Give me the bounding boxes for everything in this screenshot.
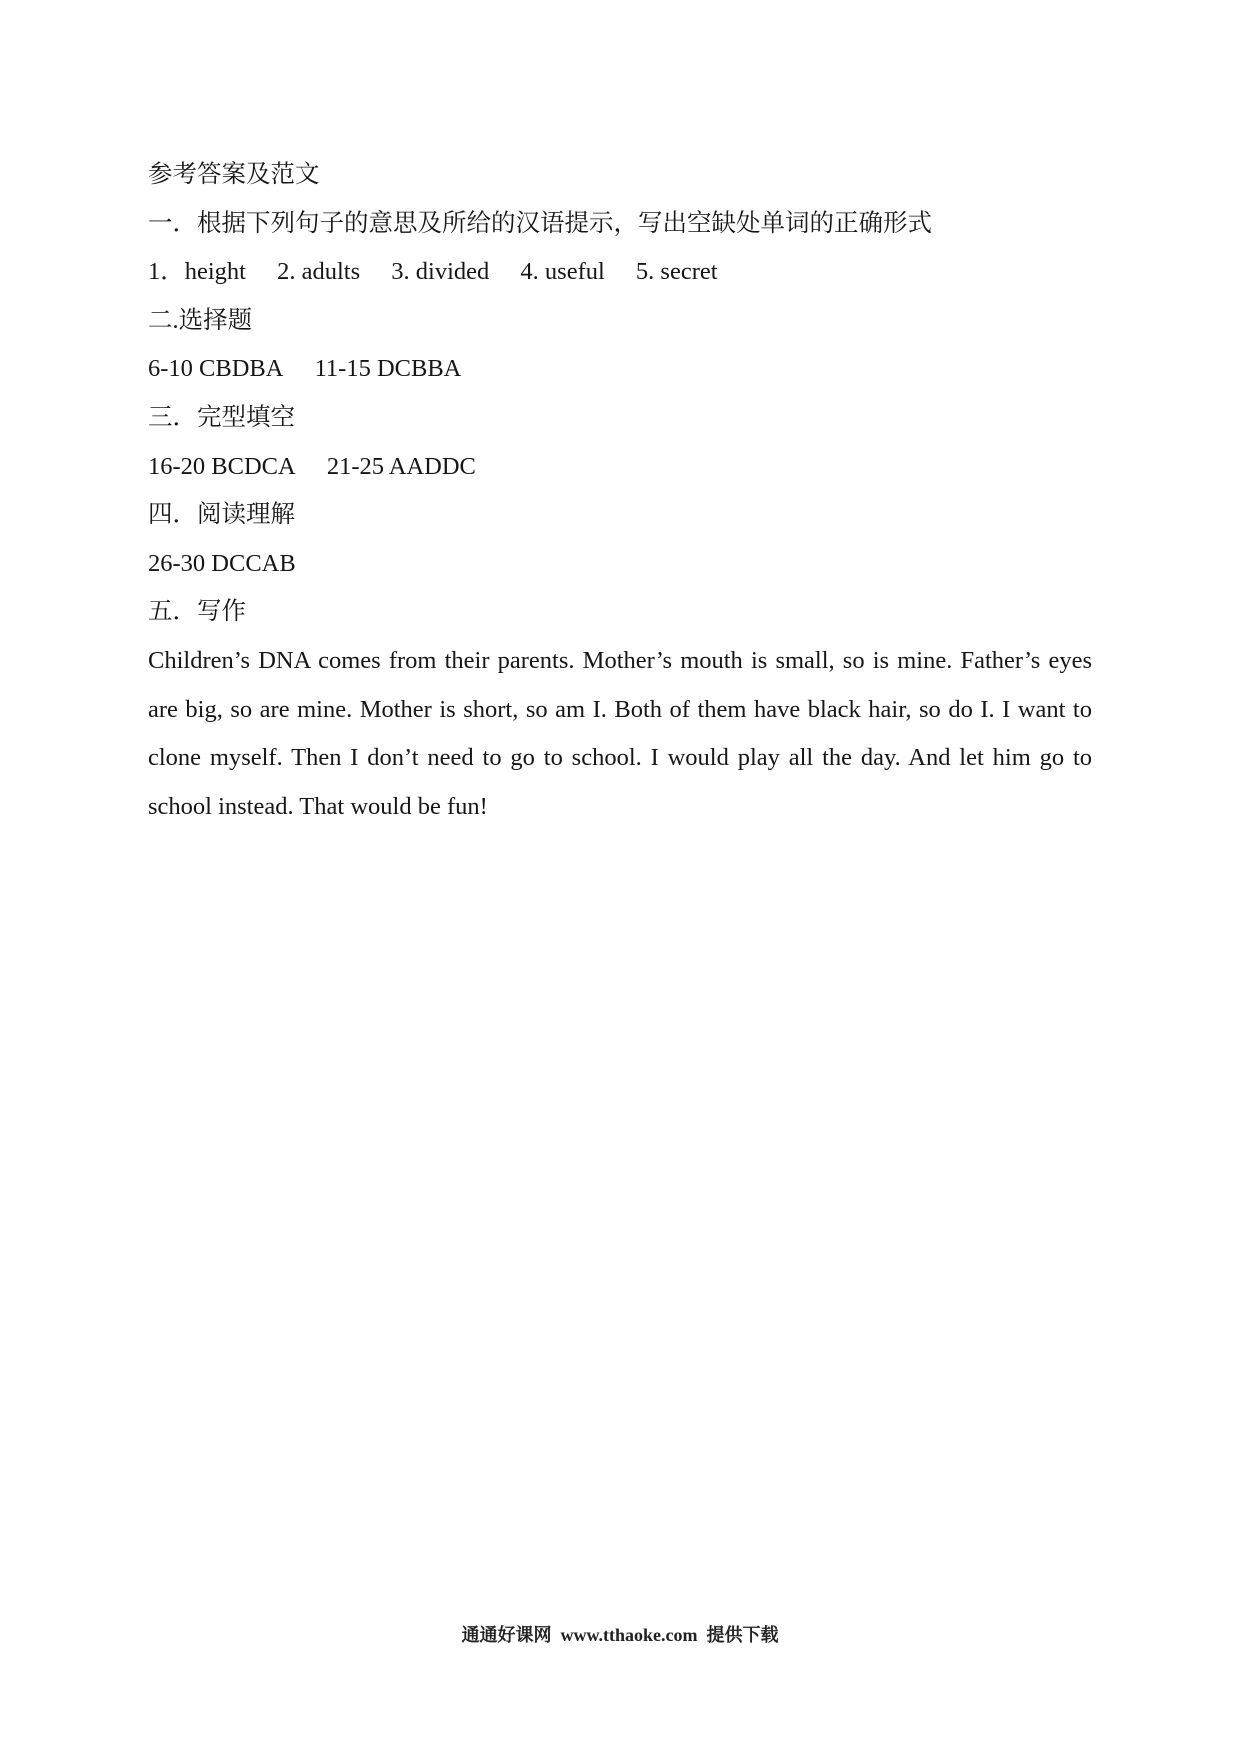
answer-item: 4. useful — [520, 258, 605, 286]
section-heading-vocabulary: 一．根据下列句子的意思及所给的汉语提示，写出空缺处单词的正确形式 — [148, 209, 932, 237]
answer-item: 21-25 AADDC — [326, 452, 476, 480]
section-heading-writing: 五．写作 — [148, 598, 246, 626]
sample-essay: Children’s DNA comes from their parents. Mother’s mouth is small, so is mine. Father’s eyes are big, so are mine. Mother is short, so am I. Both of them have black hair, so do I. I want to clone myself. Then I don’t need to go to school. I would play all the day. And let him go to school instead. That would be fun! — [148, 646, 1092, 820]
answer-key-content — [148, 151, 1092, 831]
answer-item: 3. divided — [391, 258, 490, 286]
section-heading-cloze: 三．完型填空 — [148, 403, 295, 431]
page-footer: 通通好课网 www.tthaoke.com 提供下载 — [461, 1625, 779, 1645]
answer-item: 6-10 CBDBA — [148, 355, 284, 383]
answers-vocabulary — [148, 248, 1092, 297]
answers-cloze — [148, 443, 1092, 492]
section-heading-reading: 四．阅读理解 — [148, 501, 295, 529]
document-title: 参考答案及范文 — [148, 161, 320, 188]
answer-item: 1．height — [148, 258, 246, 286]
answer-item: 26-30 DCCAB — [148, 549, 296, 577]
section-heading-multiple-choice: 二.选择题 — [148, 306, 253, 334]
answers-reading — [148, 540, 1092, 589]
answer-item: 16-20 BCDCA — [148, 452, 296, 480]
answers-multiple-choice — [148, 345, 1092, 394]
answer-item: 11-15 DCBBA — [314, 355, 462, 383]
answer-item: 2. adults — [277, 258, 361, 286]
answer-item: 5. secret — [635, 258, 718, 286]
